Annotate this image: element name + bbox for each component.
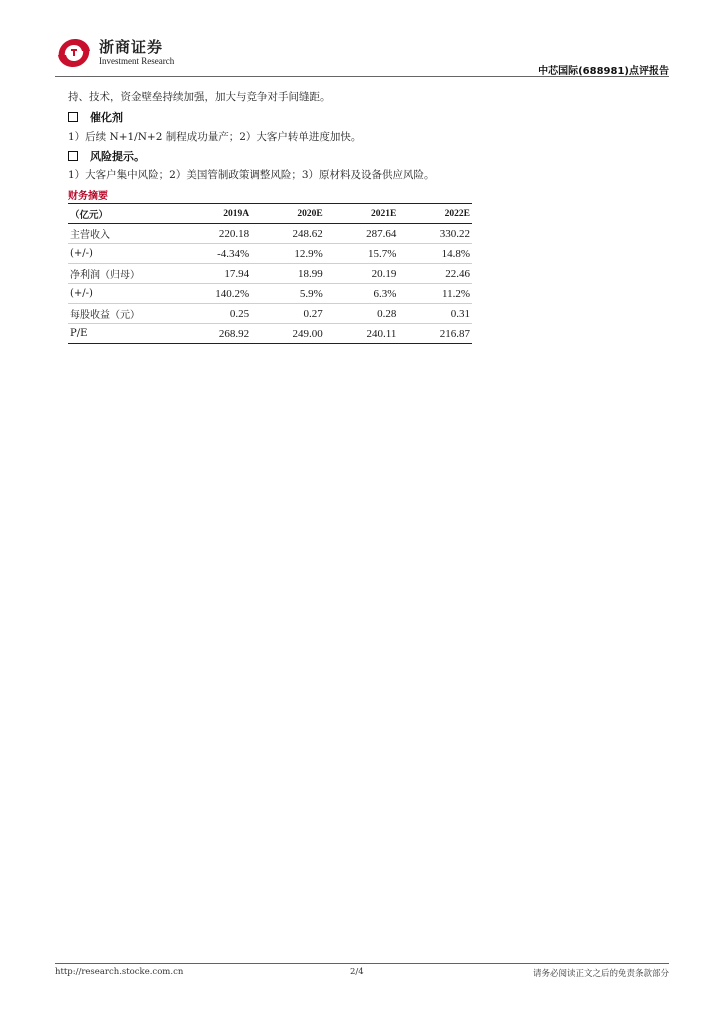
table-row — [68, 304, 472, 324]
catalyst-text: 1）后续 N+1/N+2 制程成功量产；2）大客户转单进度加快。 — [68, 131, 362, 143]
row-label: (+/-) — [68, 284, 177, 304]
table-row — [68, 324, 472, 344]
footer-url: http://research.stocke.com.cn — [55, 967, 184, 977]
column-header-2022E: 2022E — [398, 204, 472, 224]
table-cell: 17.94 — [177, 264, 251, 284]
table-cell: 18.99 — [251, 264, 325, 284]
checkbox-bullet-icon — [68, 112, 78, 122]
report-title: 中芯国际(688981)点评报告 — [538, 66, 669, 77]
column-header-2020E: 2020E — [251, 204, 325, 224]
column-header-2019A: 2019A — [177, 204, 251, 224]
logo-chinese-name: 浙商证券 — [99, 38, 164, 56]
row-label: 每股收益（元） — [68, 304, 177, 324]
table-cell: 12.9% — [251, 244, 325, 264]
catalyst-heading — [68, 109, 123, 125]
logo-english-name: Investment Research — [99, 56, 175, 66]
company-logo — [55, 36, 205, 70]
footer-divider — [55, 963, 669, 964]
table-cell: 330.22 — [398, 224, 472, 244]
table-cell: 268.92 — [177, 324, 251, 344]
table-cell: 11.2% — [398, 284, 472, 304]
table-cell: 220.18 — [177, 224, 251, 244]
table-cell: 0.28 — [325, 304, 399, 324]
table-cell: 249.00 — [251, 324, 325, 344]
logo-mark-icon — [55, 36, 93, 70]
table-cell: 216.87 — [398, 324, 472, 344]
header-divider — [55, 76, 669, 77]
table-row — [68, 244, 472, 264]
table-row — [68, 224, 472, 244]
body-text-line: 持、技术，资金壁垒持续加强，加大与竞争对手间缝距。 — [68, 91, 331, 103]
table-cell: 14.8% — [398, 244, 472, 264]
table-cell: -4.34% — [177, 244, 251, 264]
table-cell: 140.2% — [177, 284, 251, 304]
table-cell: 15.7% — [325, 244, 399, 264]
table-header-row — [68, 204, 472, 224]
row-label: 主营收入 — [68, 224, 177, 244]
table-cell: 22.46 — [398, 264, 472, 284]
table-cell: 287.64 — [325, 224, 399, 244]
column-header-2021E: 2021E — [325, 204, 399, 224]
table-cell: 240.11 — [325, 324, 399, 344]
page-number: 2/4 — [350, 967, 364, 977]
catalyst-heading-label: 催化剂 — [90, 111, 123, 124]
table-cell: 6.3% — [325, 284, 399, 304]
table-cell: 5.9% — [251, 284, 325, 304]
table-cell: 248.62 — [251, 224, 325, 244]
row-label: 净利润（归母） — [68, 264, 177, 284]
financial-summary-table — [68, 203, 472, 344]
table-cell: 0.25 — [177, 304, 251, 324]
checkbox-bullet-icon — [68, 151, 78, 161]
table-cell: 0.27 — [251, 304, 325, 324]
table-row — [68, 264, 472, 284]
footer-disclaimer: 请务必阅读正文之后的免责条款部分 — [532, 969, 669, 979]
column-header-unit: （亿元） — [68, 204, 177, 224]
table-row — [68, 284, 472, 304]
risk-heading-label: 风险提示。 — [90, 150, 145, 163]
row-label: P/E — [68, 324, 177, 344]
risk-heading — [68, 148, 145, 164]
table-cell: 0.31 — [398, 304, 472, 324]
risk-text: 1）大客户集中风险；2）美国管制政策调整风险；3）原材料及设备供应风险。 — [68, 169, 435, 181]
row-label: (+/-) — [68, 244, 177, 264]
table-caption: 财务摘要 — [68, 191, 108, 202]
table-cell: 20.19 — [325, 264, 399, 284]
